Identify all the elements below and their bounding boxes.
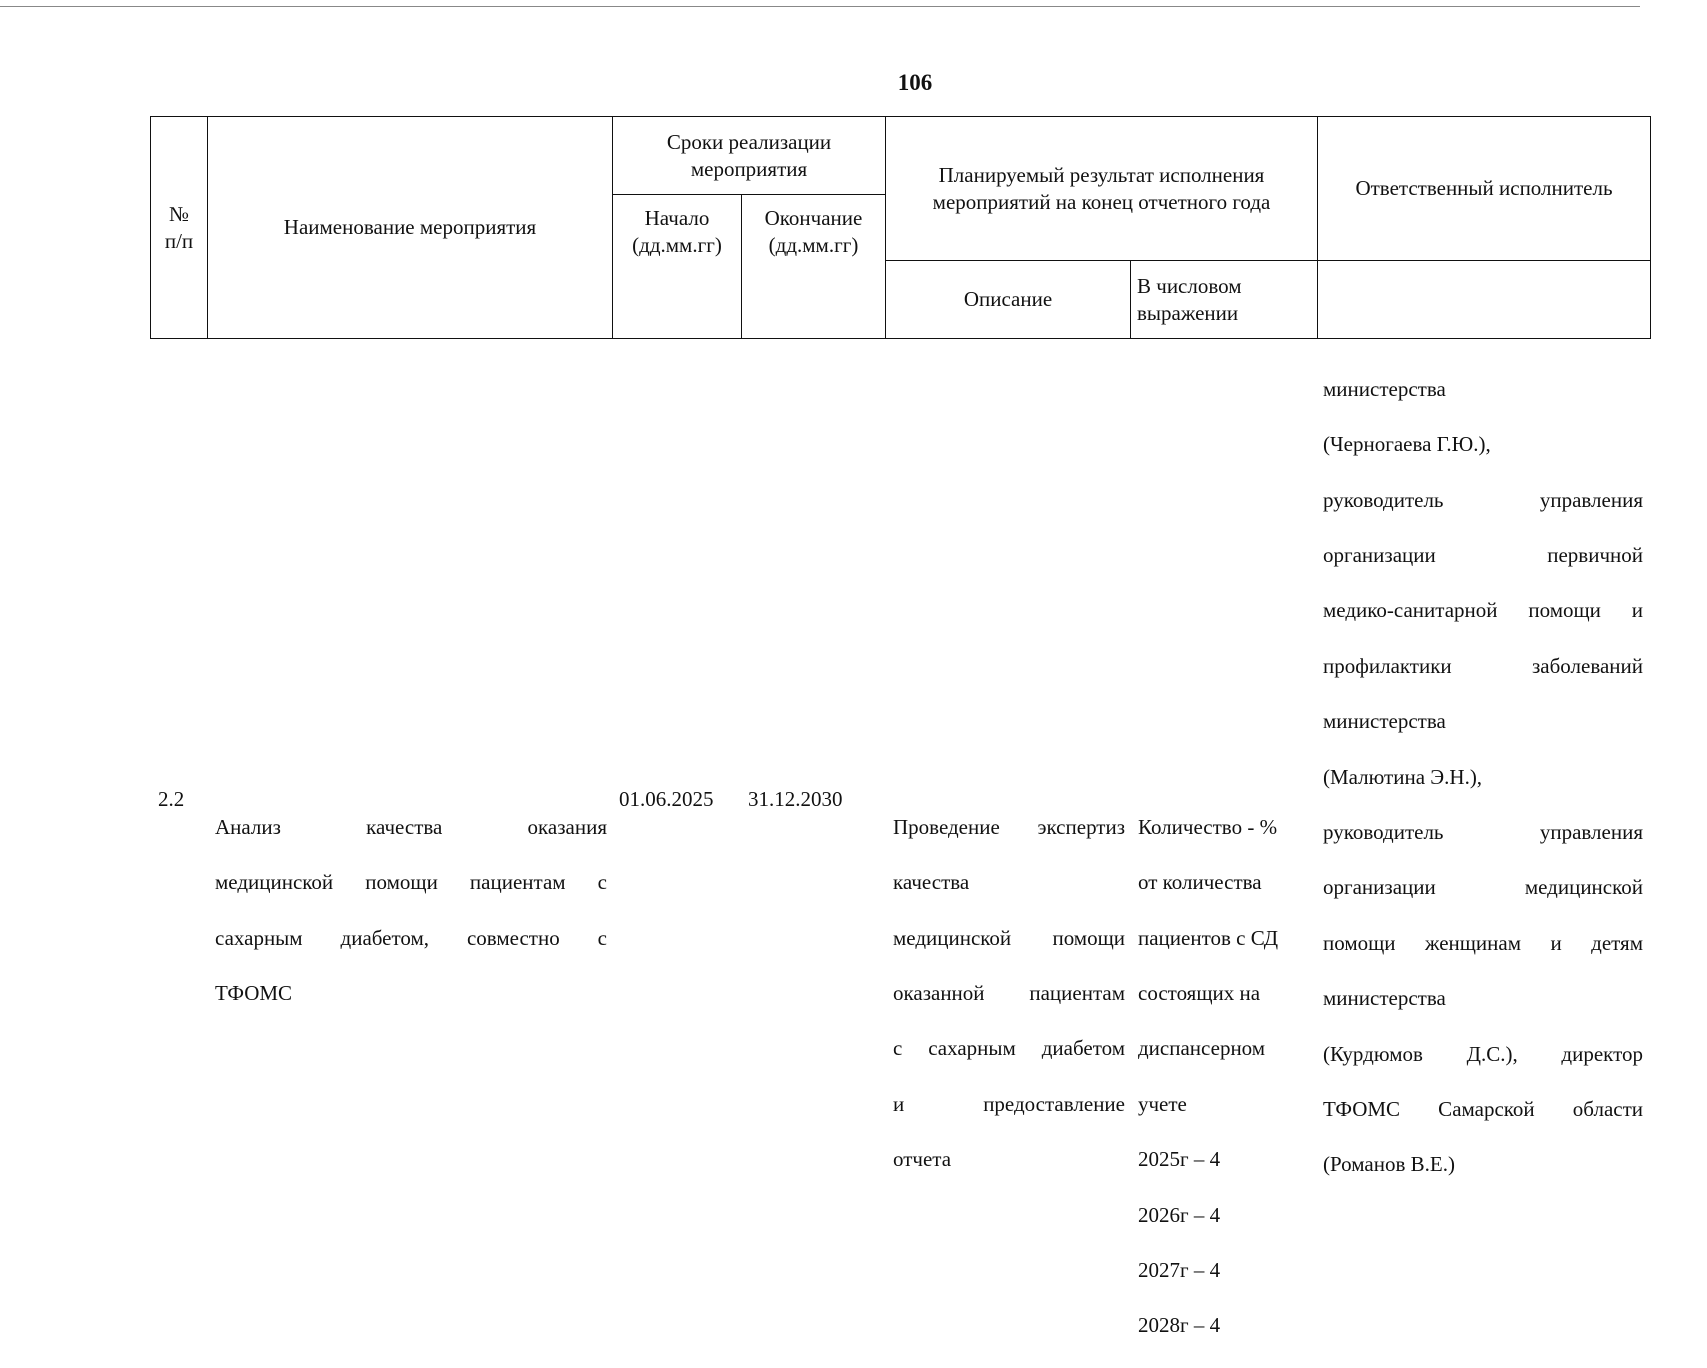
continuation-line: министерства (1323, 986, 1446, 1011)
continuation-line: министерства (1323, 376, 1446, 401)
continuation-line: (Курдюмов Д.С.), директор (1323, 1041, 1643, 1066)
continuation-line: министерства (1323, 709, 1446, 734)
continuation-line: руководитель управления (1323, 819, 1643, 844)
row-name-line: медицинской помощи пациентам с (215, 870, 607, 895)
row-numeric-line: учете (1138, 1091, 1187, 1116)
header-terms: Сроки реализации мероприятия (613, 117, 886, 195)
row-numeric-line: 2025г – 4 (1138, 1147, 1221, 1172)
header-start: Начало (дд.мм.гг) (613, 195, 742, 339)
header-name: Наименование мероприятия (208, 117, 613, 339)
header-numeric: В числовом выражении (1131, 261, 1318, 339)
continuation-responsible (1323, 348, 1643, 1207)
row-numeric-line: 2026г – 4 (1138, 1202, 1221, 1227)
row-description-line: качества (893, 870, 970, 895)
row-description-line: с сахарным диабетом (893, 1036, 1125, 1061)
row-numeric-line: 2028г – 4 (1138, 1313, 1221, 1338)
continuation-line: ТФОМС Самарской области (1323, 1096, 1643, 1121)
row-description-line: отчета (893, 1147, 952, 1172)
continuation-line: организации медицинской (1323, 875, 1643, 900)
row-numeric (1138, 786, 1313, 1368)
header-num: № п/п (151, 117, 208, 339)
continuation-line: (Романов В.Е.) (1323, 1152, 1455, 1177)
continuation-line: помощи женщинам и детям (1323, 930, 1643, 955)
row-name-line: сахарным диабетом, совместно с (215, 925, 607, 950)
header-responsible: Ответственный исполнитель (1318, 117, 1651, 261)
header-planned: Планируемый результат исполнения мероприятий на конец отчетного года (886, 117, 1318, 261)
header-responsible-empty (1318, 261, 1651, 339)
row-numeric-line: диспансерном (1138, 1036, 1266, 1061)
row-description-line: медицинской помощи (893, 925, 1125, 950)
continuation-line: (Малютина Э.Н.), (1323, 764, 1483, 789)
top-rule (0, 6, 1640, 7)
row-name-line: ТФОМС (215, 980, 293, 1005)
row-numeric-line: пациентов с СД (1138, 925, 1279, 950)
continuation-line: (Черногаева Г.Ю.), (1323, 432, 1491, 457)
row-numeric-line: 2027г – 4 (1138, 1257, 1221, 1282)
row-description-line: оказанной пациентам (893, 980, 1125, 1005)
row-numeric-line: от количества (1138, 870, 1262, 895)
continuation-line: профилактики заболеваний (1323, 653, 1643, 678)
continuation-line: организации первичной (1323, 542, 1643, 567)
header-end: Окончание (дд.мм.гг) (742, 195, 886, 339)
row-numeric-line: состоящих на (1138, 980, 1261, 1005)
row-description-line: и предоставление (893, 1091, 1125, 1116)
header-description: Описание (886, 261, 1131, 339)
row-description-line: Проведение экспертиз (893, 814, 1125, 839)
table-header (150, 116, 1651, 339)
continuation-line: руководитель управления (1323, 487, 1643, 512)
page-number: 106 (897, 70, 933, 95)
row-name-line: Анализ качества оказания (215, 814, 607, 839)
row-numeric-line: Количество - % (1138, 814, 1278, 839)
row-end: 31.12.2030 (748, 787, 843, 811)
row-num: 2.2 (158, 787, 185, 811)
continuation-line: медико-санитарной помощи и (1323, 598, 1643, 623)
row-name (215, 786, 607, 1035)
row-description (893, 786, 1125, 1202)
row-start: 01.06.2025 (619, 787, 714, 811)
